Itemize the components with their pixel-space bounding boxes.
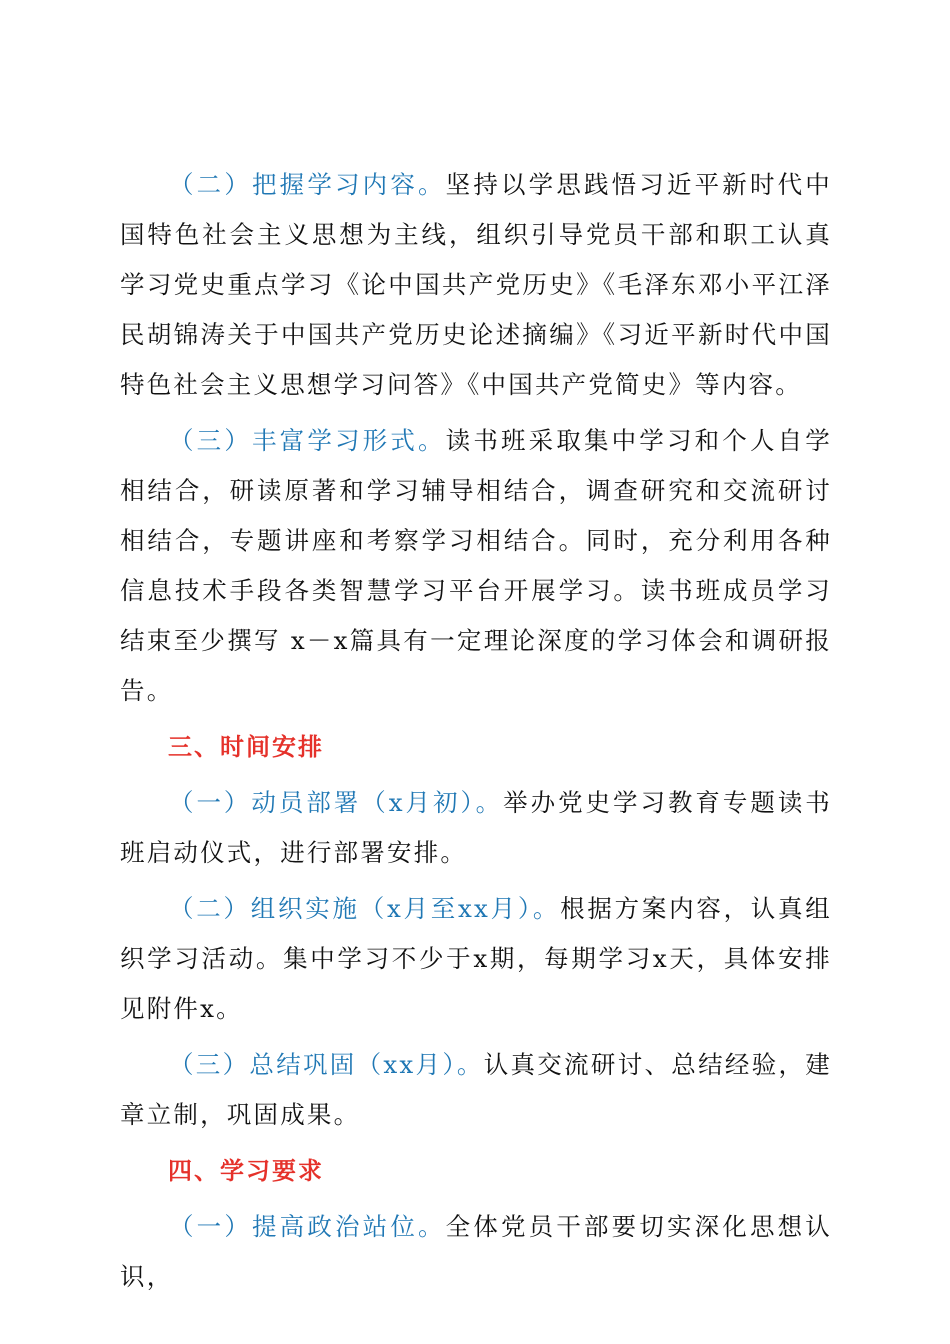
subheading-mobilization: （一）动员部署（x月初）。 bbox=[169, 788, 504, 817]
subheading-study-forms: （三）丰富学习形式。 bbox=[169, 426, 446, 455]
paragraph-body: 坚持以学思践悟习近平新时代中国特色社会主义思想为主线，组织引导党员干部和职工认真学习党史重点学习《论中国共产党历史》《毛泽东邓小平江泽民胡锦涛关于中国共产党历史论述摘编》《习近平新时代中国特色社会主义思想学习问答》《中国共产党简史》等内容。 bbox=[120, 170, 832, 399]
section-title-requirements: 四、学习要求 bbox=[168, 1157, 324, 1185]
subheading-implementation: （二）组织实施（x月至xx月）。 bbox=[169, 894, 561, 923]
paragraph-body: 认真交流研讨、总结经验，建章立制，巩固成果。 bbox=[120, 1050, 832, 1129]
document-page bbox=[120, 160, 832, 1308]
paragraph-study-forms bbox=[120, 416, 832, 716]
paragraph-study-content bbox=[120, 160, 832, 410]
paragraph-implementation bbox=[120, 884, 832, 1034]
paragraph-political-stance bbox=[120, 1202, 832, 1302]
paragraph-consolidation bbox=[120, 1040, 832, 1140]
subheading-consolidation: （三）总结巩固（xx月）。 bbox=[169, 1050, 484, 1079]
subheading-study-content: （二）把握学习内容。 bbox=[169, 170, 446, 199]
paragraph-body: 全体党员干部要切实深化思想认识， bbox=[120, 1212, 832, 1291]
paragraph-body: 读书班采取集中学习和个人自学相结合，研读原著和学习辅导相结合，调查研究和交流研讨相结合，专题讲座和考察学习相结合。同时，充分利用各种信息技术手段各类智慧学习平台开展学习。读书班成员学习结束至少撰写 x－x篇具有一定理论深度的学习体会和调研报告。 bbox=[120, 426, 832, 705]
section-title-schedule: 三、时间安排 bbox=[168, 733, 324, 761]
paragraph-mobilization bbox=[120, 778, 832, 878]
paragraph-body: 举办党史学习教育专题读书班启动仪式，进行部署安排。 bbox=[120, 788, 832, 867]
subheading-political-stance: （一）提高政治站位。 bbox=[169, 1212, 446, 1241]
paragraph-body: 根据方案内容，认真组织学习活动。集中学习不少于x期，每期学习x天，具体安排见附件x。 bbox=[120, 894, 833, 1023]
